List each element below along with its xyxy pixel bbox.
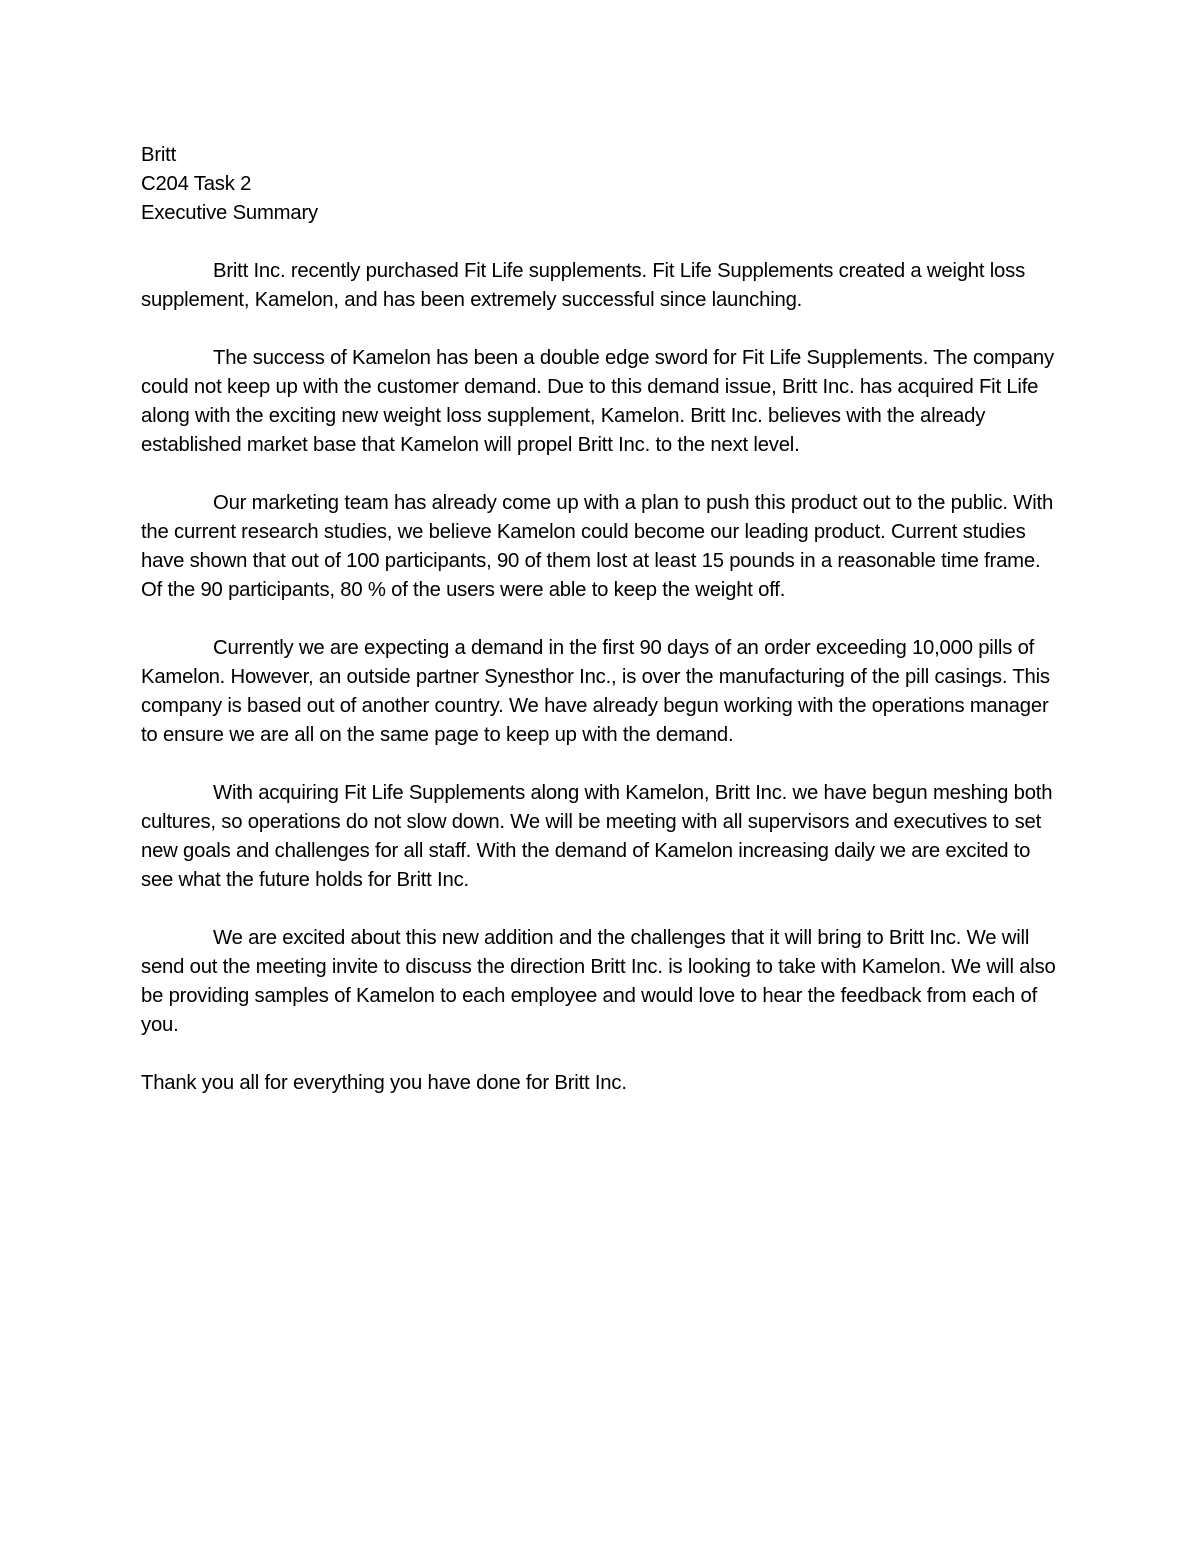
paragraph-cultures: With acquiring Fit Life Supplements along with Kamelon, Britt Inc. we have begun meshing both cultures, so operations do not slow down. We will be meeting with all supervisors and executives to set new goals and challenges for all staff. With the demand of Kamelon increasing daily we are excited to see what the future holds for Britt Inc. — [141, 782, 1053, 891]
course-task: C204 Task 2 — [141, 173, 252, 195]
author-name: Britt — [141, 144, 177, 166]
paragraph-demand: Currently we are expecting a demand in the first 90 days of an order exceeding 10,000 pills of Kamelon. However, an outside partner Synesthor Inc., is over the manufacturing of the pill casings. This company is based out of another country. We have already begun working with the operations manager to ensure we are all on the same page to keep up with the demand. — [141, 637, 1050, 746]
closing-line: Thank you all for everything you have done for Britt Inc. — [141, 1072, 627, 1094]
document-body — [141, 141, 1066, 1098]
paragraph-acquisition: Britt Inc. recently purchased Fit Life supplements. Fit Life Supplements created a weight loss supplement, Kamelon, and has been extremely successful since launching. — [141, 260, 1026, 311]
paragraph-marketing: Our marketing team has already come up with a plan to push this product out to the public. With the current research studies, we believe Kamelon could become our leading product. Current studies have shown that out of 100 participants, 90 of them lost at least 15 pounds in a reasonable time frame. Of the 90 participants, 80 % of the users were able to keep the weight off. — [141, 492, 1054, 601]
document-title: Executive Summary — [141, 202, 318, 224]
paragraph-excitement: We are excited about this new addition and the challenges that it will bring to Britt Inc. We will send out the meeting invite to discuss the direction Britt Inc. is looking to take with Kamelon. We will also be providing samples of Kamelon to each employee and would love to hear the feedback from each of you. — [141, 927, 1056, 1036]
paragraph-success: The success of Kamelon has been a double edge sword for Fit Life Supplements. The company could not keep up with the customer demand. Due to this demand issue, Britt Inc. has acquired Fit Life along with the exciting new weight loss supplement, Kamelon. Britt Inc. believes with the already established market base that Kamelon will propel Britt Inc. to the next level. — [141, 347, 1054, 456]
